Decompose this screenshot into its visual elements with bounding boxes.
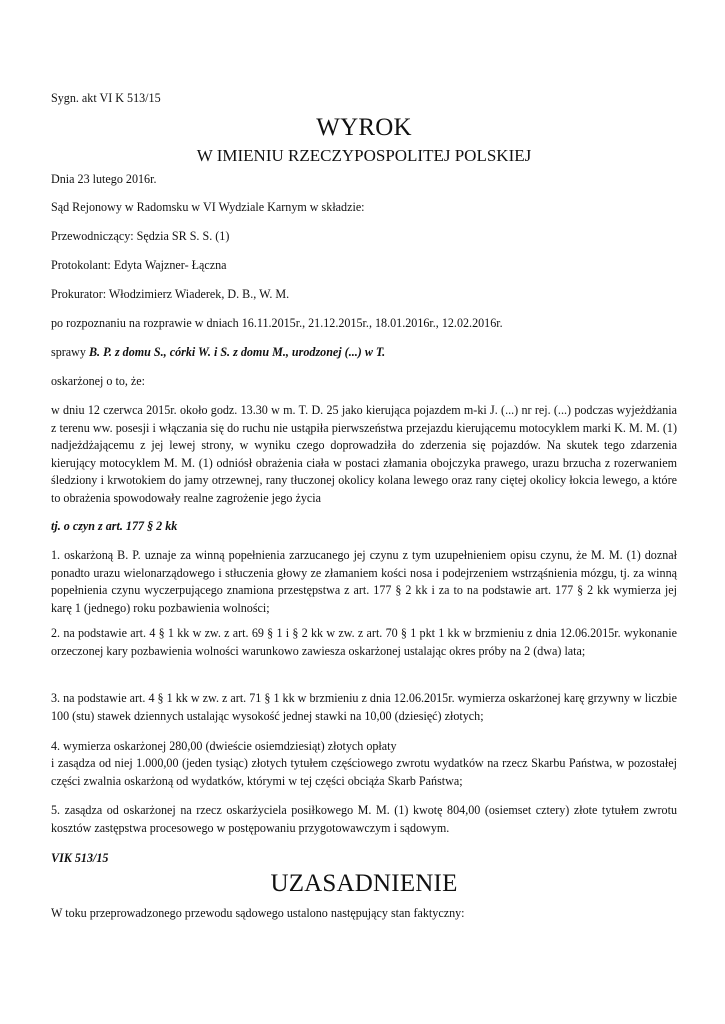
presiding-judge: Przewodniczący: Sędzia SR S. S. (1) (51, 229, 230, 243)
justification-title: UZASADNIENIE (270, 870, 458, 897)
justification-intro: W toku przeprowadzonego przewodu sądowego ustalono następujący stan faktyczny: (51, 906, 465, 920)
legal-basis: tj. o czyn z art. 177 § 2 kk (51, 519, 178, 533)
verdict-item-4: 4. wymierza oskarżonej 280,00 (dwieście osiemdziesiąt) złotych opłaty (51, 739, 397, 753)
verdict-subtitle: W IMIENIU RZECZYPOSPOLITEJ POLSKIEJ (196, 146, 532, 165)
case-parties (51, 344, 677, 362)
accused-person: B. P. z domu S., córki W. i S. z domu M., urodzonej (...) w T. (88, 345, 386, 359)
accused-intro: oskarżonej o to, że: (51, 374, 146, 388)
hearing-dates: po rozpoznaniu na rozprawie w dniach 16.11.2015r., 21.12.2015r., 18.01.2016r., 12.02.2016r. (51, 316, 503, 330)
verdict-item-3: 3. na podstawie art. 4 § 1 kk w zw. z art. 71 § 1 kk w brzmieniu z dnia 12.06.2015r. wymierza oskarżonej karę grzywny w liczbie 100 (stu) stawek dziennych ustalając wysokość jednej stawki na 10,00 (dziesięć) złotych; (51, 691, 677, 723)
verdict-title: WYROK (316, 114, 412, 141)
case-signature: Sygn. akt VI K 513/15 (51, 91, 161, 105)
verdict-date: Dnia 23 lutego 2016r. (51, 172, 157, 186)
verdict-item-2: 2. na podstawie art. 4 § 1 kk w zw. z art. 69 § 1 i § 2 kk w zw. z art. 70 § 1 pkt 1 kk w brzmieniu z dnia 12.06.2015r. wykonanie orzeczonej kary pozbawienia wolności warunkowo zawiesza oskarżonej ustalając okres próby na 2 (dwa) lata; (51, 626, 677, 658)
charge-description: w dniu 12 czerwca 2015r. około godz. 13.30 w m. T. D. 25 jako kierująca pojazdem m-ki J. (...) nr rej. (...) podczas wyjeżdżania z terenu ww. posesji i włączania się do ruchu nie ustąpiła pierwszeństwa przejazdu kierującemu motocyklem marki K. M. M. (1) nadjeżdżającemu z jej lewej strony, w wyniku czego doprowadziła do zderzenia się pojazdów. Na skutek tego zdarzenia kierujący motocyklem M. M. (1) odniósł obrażenia ciała w postaci złamania obojczyka prawego, urazu brzucha z rozerwaniem śledziony i krwotokiem do jamy otrzewnej, rany tłuczonej okolicy kolana lewego oraz rany ciętej okolicy łokcia lewego, a które to obrażenia spowodowały realne zagrożenie jego życia (51, 403, 677, 505)
verdict-item-1: 1. oskarżoną B. P. uznaje za winną popełnienia zarzucanego jej czynu z tym uzupełnieniem opisu czynu, że M. M. (1) doznał ponadto urazu wielonarządowego i stłuczenia głowy ze złamaniem kości nosa i podejrzeniem wstrząśnienia mózgu, tj. za winną popełnienia czynu wyczerpującego znamiona przestępstwa z art. 177 § 2 kk i za to na podstawie art. 177 § 2 kk wymierza jej karę 1 (jednego) roku pozbawienia wolności; (51, 548, 677, 615)
case-ref-short: VIK 513/15 (51, 851, 109, 865)
court-recorder: Protokolant: Edyta Wajzner- Łączna (51, 258, 227, 272)
court-composition: Sąd Rejonowy w Radomsku w VI Wydziale Karnym w składzie: (51, 200, 365, 214)
prosecutor: Prokurator: Włodzimierz Wiaderek, D. B., W. M. (51, 287, 290, 301)
case-prefix: sprawy (51, 345, 89, 359)
verdict-item-4-continued: i zasądza od niej 1.000,00 (jeden tysiąc) złotych tytułem częściowego zwrotu wydatków na rzecz Skarbu Państwa, w pozostałej części zwalnia oskarżoną od wydatków, którymi w tej części obciąża Skarb Państwa; (51, 756, 677, 788)
verdict-item-5: 5. zasądza od oskarżonej na rzecz oskarżyciela posiłkowego M. M. (1) kwotę 804,00 (osiemset cztery) złote tytułem zwrotu kosztów zastępstwa procesowego w postępowaniu przygotowawczym i sądowym. (51, 803, 677, 835)
